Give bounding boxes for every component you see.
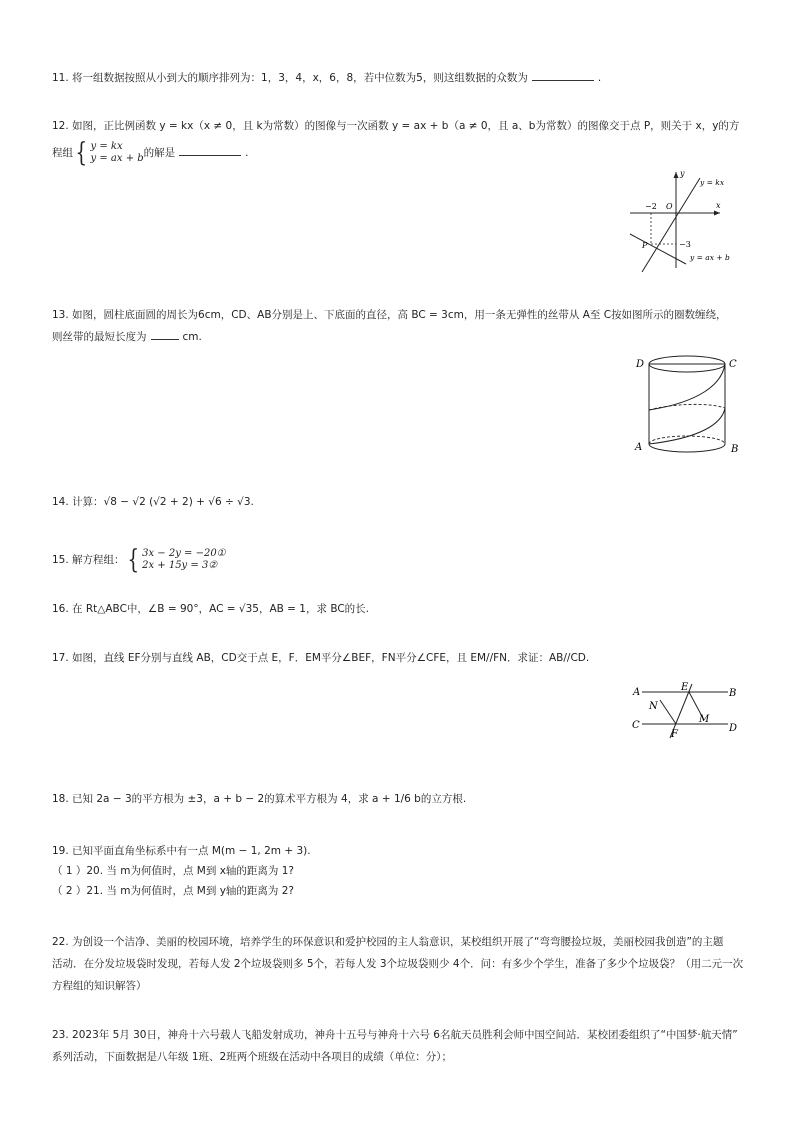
line-y-ax-b [630, 234, 686, 264]
point-b-label: B [731, 444, 739, 455]
question-22-line3: 方程组的知识解答） [52, 980, 147, 992]
question-19-part1: （ 1 ）20. 当 m为何值时，点 M到 x轴的距离为 1? [52, 865, 294, 877]
point-f-label: F [671, 729, 678, 740]
question-16: 16. 在 Rt△ABC中，∠B = 90°，AC = √35，AB = 1，求 BC的长. [52, 603, 370, 615]
point-a-label: A [635, 442, 643, 453]
answer-blank [151, 329, 179, 340]
line-axb-label: y = ax + b [690, 253, 730, 262]
figure-17-parallel-lines [628, 680, 744, 744]
ribbon-back [649, 404, 725, 410]
question-15: 15. 解方程组： { 3x − 2y = −20① 2x + 15y = 3② [52, 545, 226, 575]
y-axis-arrow [674, 172, 679, 178]
answer-blank [179, 145, 241, 156]
question-17: 17. 如图，直线 EF分别与直线 AB，CD交于点 E，F．EM平分∠BEF，FN平分∠CFE，且 EM//FN．求证：AB//CD. [52, 652, 590, 664]
point-d-label: D [636, 359, 645, 370]
point-a-label: A [633, 687, 641, 698]
question-23-line2: 系列活动，下面数据是八年级 1班、2班两个班级在活动中各项目的成绩（单位：分）； [52, 1051, 452, 1063]
point-c-label: C [729, 359, 737, 370]
origin-label: O [666, 202, 673, 211]
ray-fn [660, 700, 676, 724]
point-m-label: M [699, 714, 710, 725]
equation-system: { y = kx y = ax + b [75, 138, 144, 168]
point-c-label: C [632, 720, 640, 731]
line-kx-label: y = kx [700, 178, 725, 187]
question-19-part2: （ 2 ）21. 当 m为何值时，点 M到 y轴的距离为 2? [52, 885, 294, 897]
bottom-front-arc [649, 444, 725, 452]
question-12-line1: 12. 如图，正比例函数 y = kx（x ≠ 0，且 k为常数）的图像与一次函数 y = ax + b（a ≠ 0，且 a、b为常数）的图像交于点 P，则关于 x，y的方 [52, 120, 740, 132]
question-13-line2: 则丝带的最短长度为 cm. [52, 331, 202, 343]
question-12-line2: 程组 { y = kx y = ax + b 的解是 . [52, 138, 249, 168]
question-13-line1: 13. 如图，圆柱底面圆的周长为6cm，CD、AB分别是上、下底面的直径，高 BC = 3cm，用一条无弹性的丝带从 A至 C按如图所示的圈数缠绕， [52, 309, 727, 321]
equation-system: { 3x − 2y = −20① 2x + 15y = 3② [127, 545, 226, 575]
question-23-line1: 23. 2023年 5月 30日，神舟十六号载人飞船发射成功，神舟十五号与神舟十六号 6名航天员胜利会师中国空间站．某校团委组织了“中国梦·航天情” [52, 1029, 738, 1041]
point-b-label: B [729, 688, 737, 699]
question-14: 14. 计算：√8 − √2 (√2 + 2) + √6 ÷ √3. [52, 496, 254, 508]
y-axis-label: y [680, 169, 685, 178]
point-e-label: E [681, 682, 689, 693]
question-19-stem: 19. 已知平面直角坐标系中有一点 M(m − 1, 2m + 3). [52, 845, 311, 857]
figure-12-graph [624, 168, 764, 276]
ribbon-front-upper [649, 364, 725, 410]
tick-label-neg2: −2 [645, 202, 657, 211]
answer-blank [532, 70, 594, 81]
question-11: 11. 将一组数据按照从小到大的顺序排列为：1，3，4，x，6，8，若中位数为5，则这组数据的众数为 . [52, 72, 602, 84]
question-22-line2: 活动．在分发垃圾袋时发现，若每人发 2个垃圾袋则多 5个，若每人发 3个垃圾袋则少 4个．问：有多少个学生，准备了多少个垃圾袋？（用二元一次 [52, 958, 744, 970]
tick-label-neg3: −3 [679, 240, 691, 249]
point-p-label: P [642, 241, 648, 250]
point-n-label: N [649, 701, 658, 712]
question-22-line1: 22. 为创设一个洁净、美丽的校园环境，培养学生的环保意识和爱护校园的主人翁意识，某校组织开展了“弯弯腰捡垃圾，美丽校园我创造”的主题 [52, 936, 724, 948]
figure-13-cylinder [630, 352, 742, 462]
question-18: 18. 已知 2a − 3的平方根为 ±3，a + b − 2的算术平方根为 4，求 a + 1/6 b的立方根. [52, 793, 467, 805]
point-d-label: D [729, 723, 738, 734]
x-axis-label: x [716, 201, 721, 210]
question-11-text: 11. 将一组数据按照从小到大的顺序排列为：1，3，4，x，6，8，若中位数为5，则这组数据的众数为 [52, 72, 528, 84]
x-axis-arrow [714, 211, 720, 216]
